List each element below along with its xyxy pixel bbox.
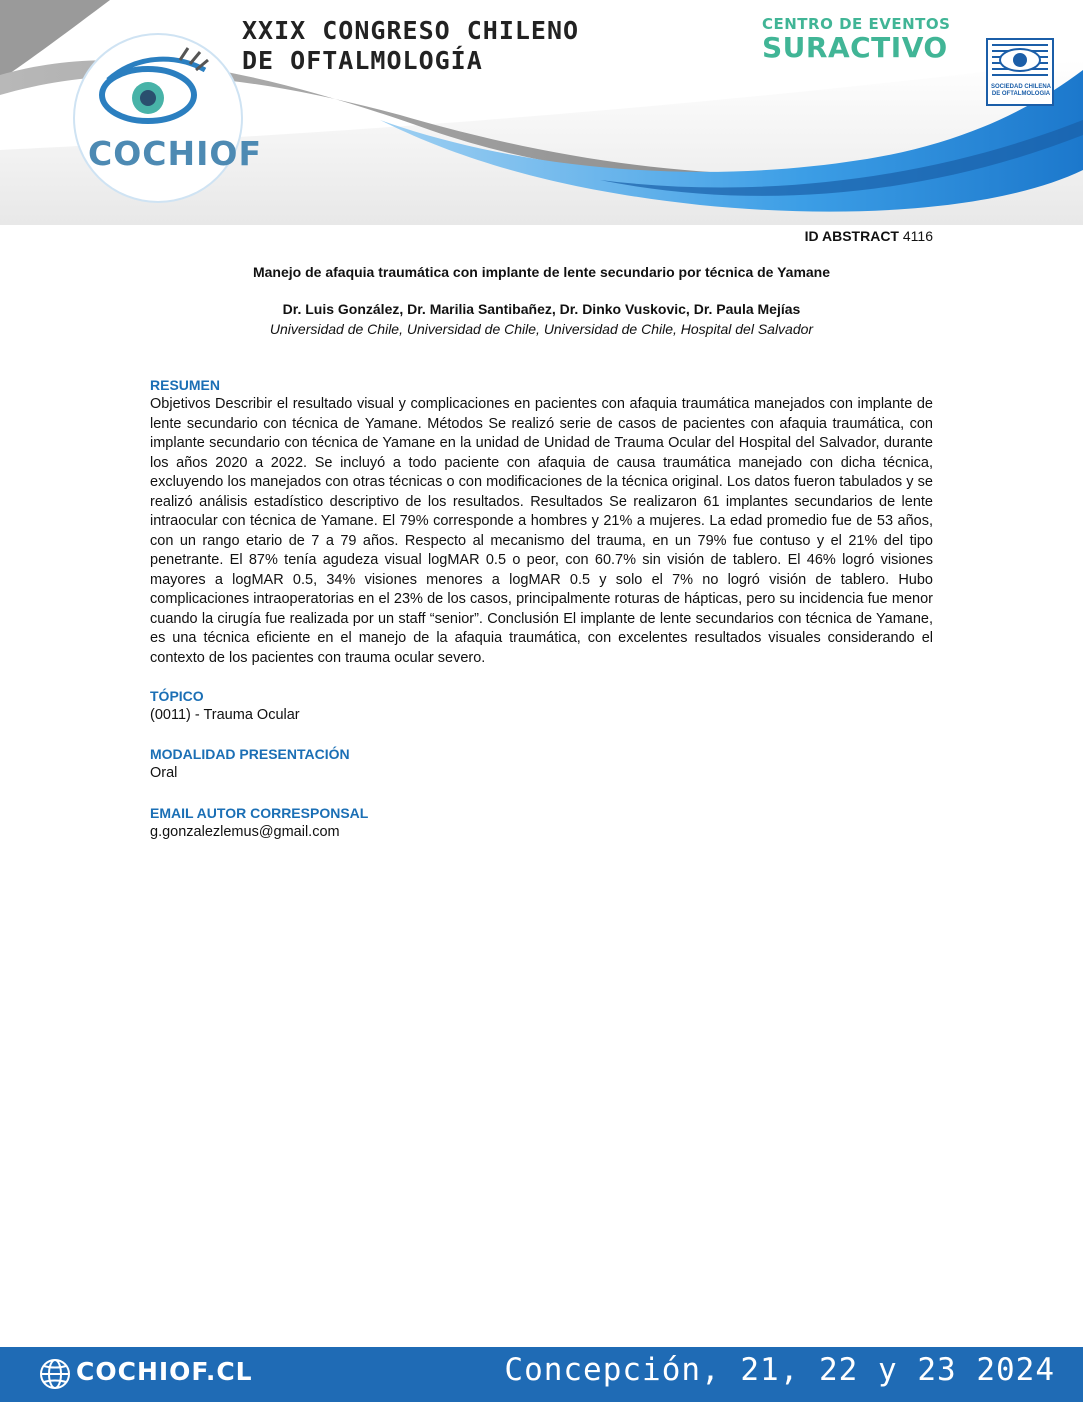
abstract-authors: Dr. Luis González, Dr. Marilia Santibañez, Dr. Dinko Vuskovic, Dr. Paula Mejías (282, 301, 801, 317)
abstract-id (805, 228, 933, 244)
website-link[interactable]: COCHIOF.CL (76, 1357, 253, 1386)
venue-line1: CENTRO DE EVENTOS (762, 15, 951, 33)
resumen-text: Objetivos Describir el resultado visual y complicaciones en pacientes con afaquia traumática manejados con implante de lente secundario con técnica de Yamane. Métodos Se realizó serie de casos de pacientes con afaquia traumática, con implante secundario con técnica de Yamane en la unidad de Unidad de Trauma Ocular del Hospital del Salvador, durante los años 2020 a 2022. Se incluyó a todo paciente con afaquia de causa traumática manejado con dicha técnica, excluyendo los manejados con otras técnicas o con modificaciones de la técnica original. Los datos fueron tabulados y se realizó análisis estadístico descriptivo de los resultados. Resultados Se realizaron 61 implantes secundarios de lente intraocular con técnica de Yamane. El 79% corresponde a hombres y 21% a mujeres. La edad promedio fue de 53 años, con un rango etario de 7 a 79 años. Respecto al mecanismo del trauma, en un 79% fue contuso y el 21% del tipo penetrante. El 87% tenía agudeza visual logMAR 0.5 o peor, con 60.7% sin visión de tablero. El 46% logró visiones mayores a logMAR 0.5, 34% visiones menores a logMAR 0.5 y solo el 7% no logró visión de tablero. Hubo complicaciones intraoperatorias en el 23% de los casos, principalmente roturas de hápticas, pero su incidencia fue menor cuando la cirugía fue realizada por un staff “senior”. Conclusión El implante de lente secundarios con técnica de Yamane, es una técnica eficiente en el manejo de la afaquia traumática, con excelentes resultados visuales considerando el contexto de los pacientes con trauma ocular severo. (150, 396, 933, 666)
abstract-id-label: ID ABSTRACT (804, 228, 899, 244)
abstract-title: Manejo de afaquia traumática con implante de lente secundario por técnica de Yamane (252, 264, 831, 280)
modalidad-value: Oral (150, 765, 178, 781)
venue-logo (762, 16, 950, 63)
society-eye-icon (988, 40, 1052, 84)
event-dates: Concepción, 21, 22 y 23 2024 (504, 1352, 1055, 1388)
cochiof-logo-text: COCHIOF (88, 134, 262, 173)
abstract-affiliations: Universidad de Chile, Universidad de Chile, Universidad de Chile, Hospital del Salvador (269, 321, 814, 337)
email-heading: EMAIL AUTOR CORRESPONSAL (150, 805, 369, 821)
globe-icon (38, 1357, 72, 1391)
header-banner (0, 0, 1083, 225)
topico-value: (0011) - Trauma Ocular (150, 707, 300, 723)
venue-line2: SURACTIVO (762, 31, 948, 64)
congress-title-line1: XXIX CONGRESO CHILENO (242, 16, 580, 45)
cochiof-logo (74, 34, 242, 202)
society-name-line2: DE OFTALMOLOGIA (991, 91, 1051, 97)
society-name-line1: SOCIEDAD CHILENA (990, 84, 1051, 90)
modalidad-heading: MODALIDAD PRESENTACIÓN (150, 746, 350, 762)
congress-title (242, 16, 579, 76)
resumen-heading: RESUMEN (150, 377, 221, 393)
footer-bar (0, 1347, 1083, 1402)
topico-heading: TÓPICO (150, 688, 204, 704)
email-value: g.gonzalezlemus@gmail.com (150, 824, 340, 840)
congress-title-line2: DE OFTALMOLOGÍA (242, 46, 483, 75)
society-name (989, 84, 1053, 98)
abstract-id-value: 4116 (902, 228, 933, 244)
